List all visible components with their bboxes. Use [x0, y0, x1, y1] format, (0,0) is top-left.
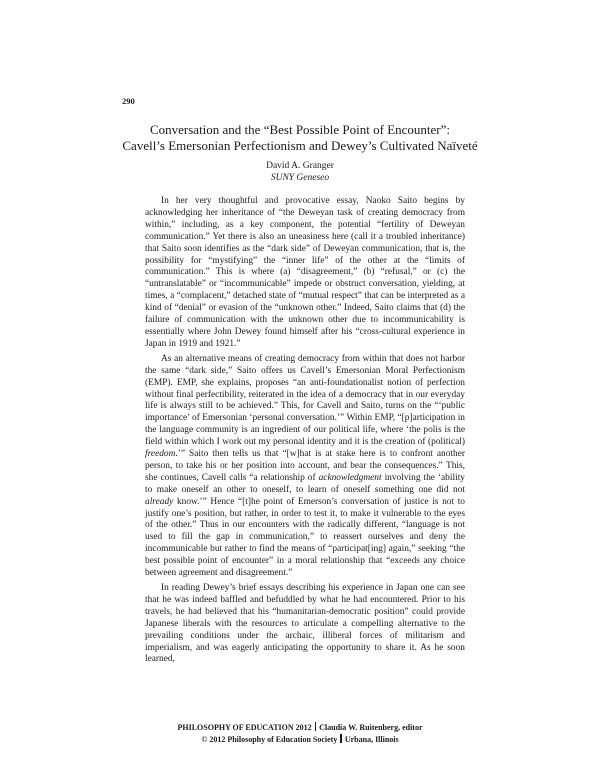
body-paragraph — [145, 583, 465, 666]
body-paragraph — [145, 196, 465, 351]
article-body — [145, 196, 465, 669]
paragraph-text: As an alternative means of creating democracy from within that does not harbor the same “dark side,” Saito offers us Cavell’s Emersonian Moral Perfectionism (EMP). EMP, she explains, proposes “an anti-foundationalist notion of perfection without final perfectibility, reiterated in the idea of a democracy that in our everyday life is always still to be achieved.” This, for Cavell and Saito, turns on the “‘public importance’ of Emersonian ‘personal conversation.’” Within EMP, “[p]articipation in the language community is an ingredient of our political life, where ‘the polis is the field within which I work out my personal identity and it is the creation of (political) — [145, 353, 465, 448]
paragraph-text: know.’” Hence “[t]he point of Emerson’s conversation of justice is not to justify one’s position, but rather, in order to test it, to make it vulnerable to the eyes of the other.” Thus in our encounters with the radically different, “language is not used to fill the gap in communication,” to reassert ourselves and deny the incommunicable but rather to find the means of “participat[ing] again,” seeking “the best possible point of encounter” in a moral relationship that “exceeds any choice between agreement and disagreement.” — [145, 496, 465, 579]
copyright-notice: © 2012 Philosophy of Education Society — [201, 735, 338, 744]
paragraph-text: In reading Dewey’s brief essays describing his experience in Japan one can see that he was indeed baffled and befuddled by what he had encountered. Prior to his travels, he had believed that his “humanitarian-democratic position” could provide Japanese liberals with the resources to articulate a compelling alternative to the prevailing conditions under the archaic, illiberal forces of militarism and imperialism, and was eagerly anticipating the opportunity to share it. As he soon learned, — [145, 583, 465, 665]
separator-bar — [315, 722, 317, 731]
paragraph-text: involving the ‘ability to make oneself an other to oneself, to learn of oneself something one did not — [145, 472, 465, 495]
author-name: David A. Granger — [266, 161, 334, 171]
footer-line-1 — [0, 722, 600, 734]
title-block — [0, 122, 600, 184]
page-number: 290 — [122, 96, 135, 106]
page-footer — [0, 722, 600, 746]
paragraph-text: In her very thoughtful and provocative essay, Naoko Saito begins by acknowledging her inheritance of “the Deweyan task of creating democracy from within,” including, as a key component, the potential “fertility of Deweyan communication.” Yet there is also an uneasiness here (call it a troubled inheritance) that Saito soon identifies as the “dark side” of Deweyan communication, that is, the possibility for “mystifying” the “inner life” of the other at the “limits of communication.” This is where (a) “disagreement,” (b) “refusal,” or (c) the “untranslatable” or “incommunicable” impede or obstruct conversation, yielding, at times, a “complacent,” detached state of “mutual respect” that can be interpreted as a kind of “denial” or evasion of the “unknown other.” Indeed, Saito claims that (d) the failure of communication with the unknown other due to incommunicability is essentially where John Dewey found himself after his “cross-cultural experience in Japan in 1919 and 1921.” — [145, 196, 465, 349]
italic-text: acknowledgment — [318, 472, 382, 483]
italic-text: already — [145, 496, 174, 507]
body-paragraph — [145, 354, 465, 580]
italic-text: freedom — [145, 449, 176, 460]
separator-bar — [340, 734, 342, 743]
journal-name: PHILOSOPHY OF EDUCATION 2012 — [177, 723, 312, 732]
article-title-line-1: Conversation and the “Best Possible Point of Encounter”: — [149, 122, 451, 137]
editor-credit: Claudia W. Ruitenberg, editor — [319, 723, 423, 732]
article-title-line-2: Cavell’s Emersonian Perfectionism and Dewey’s Cultivated Naïveté — [122, 138, 478, 153]
publisher-location: Urbana, Illinois — [344, 735, 399, 744]
paragraph-text: .’” Saito then tells us that “[w]hat is at stake here is to confront another person, to take his or her position into account, and bear the consequences.” This, she continues, Cavell calls “a relationship of — [145, 449, 465, 483]
author-affiliation: SUNY Geneseo — [270, 173, 330, 183]
footer-line-2 — [0, 734, 600, 746]
